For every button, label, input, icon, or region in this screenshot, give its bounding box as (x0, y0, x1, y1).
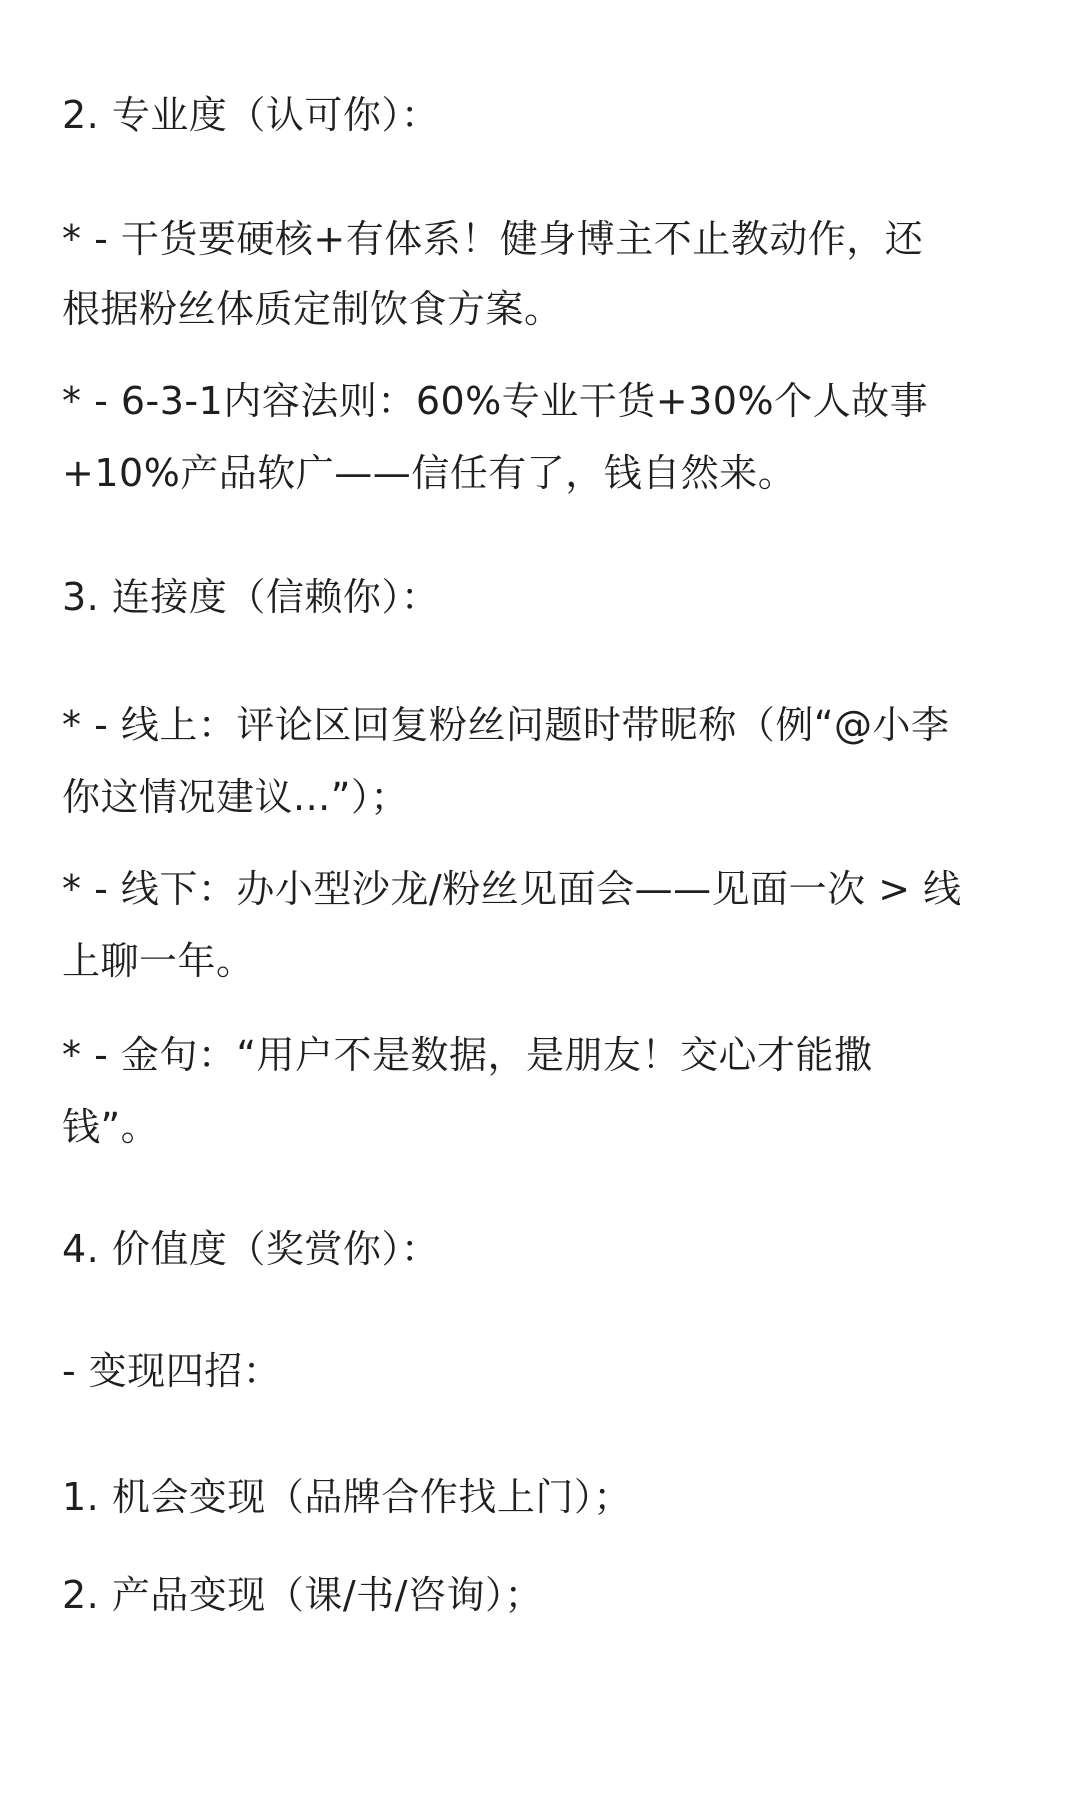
section-2-heading: 2. 专业度（认可你）： (62, 93, 440, 137)
section-3-bullet-3-line-2: 钱”。 (62, 1105, 160, 1149)
section-4-list-item-1: 1. 机会变现（品牌合作找上门）； (62, 1475, 632, 1519)
section-4-subheading: - 变现四招： (62, 1349, 282, 1393)
section-3-bullet-3-line-1: * - 金句：“用户不是数据，是朋友！交心才能撒 (62, 1033, 873, 1077)
section-3-heading: 3. 连接度（信赖你）： (62, 575, 440, 619)
section-2-bullet-1-line-2: 根据粉丝体质定制饮食方案。 (62, 287, 563, 331)
section-2-bullet-1-line-1: * - 干货要硬核+有体系！健身博主不止教动作，还 (62, 217, 924, 261)
section-4-heading: 4. 价值度（奖赏你）： (62, 1227, 440, 1271)
section-3-bullet-2-line-2: 上聊一年。 (62, 939, 255, 983)
section-3-bullet-1-line-2: 你这情况建议...”）； (62, 775, 409, 819)
section-3-bullet-2-line-1: * - 线下：办小型沙龙/粉丝见面会——见面一次 > 线 (62, 867, 962, 911)
section-2-bullet-2-line-1: * - 6-3-1内容法则：60%专业干货+30%个人故事 (62, 379, 929, 423)
section-3-bullet-1-line-1: * - 线上：评论区回复粉丝问题时带昵称（例“@小李 (62, 703, 950, 747)
section-4-list-item-2: 2. 产品变现（课/书/咨询）； (62, 1573, 543, 1617)
section-2-bullet-2-line-2: +10%产品软广——信任有了，钱自然来。 (62, 451, 797, 495)
